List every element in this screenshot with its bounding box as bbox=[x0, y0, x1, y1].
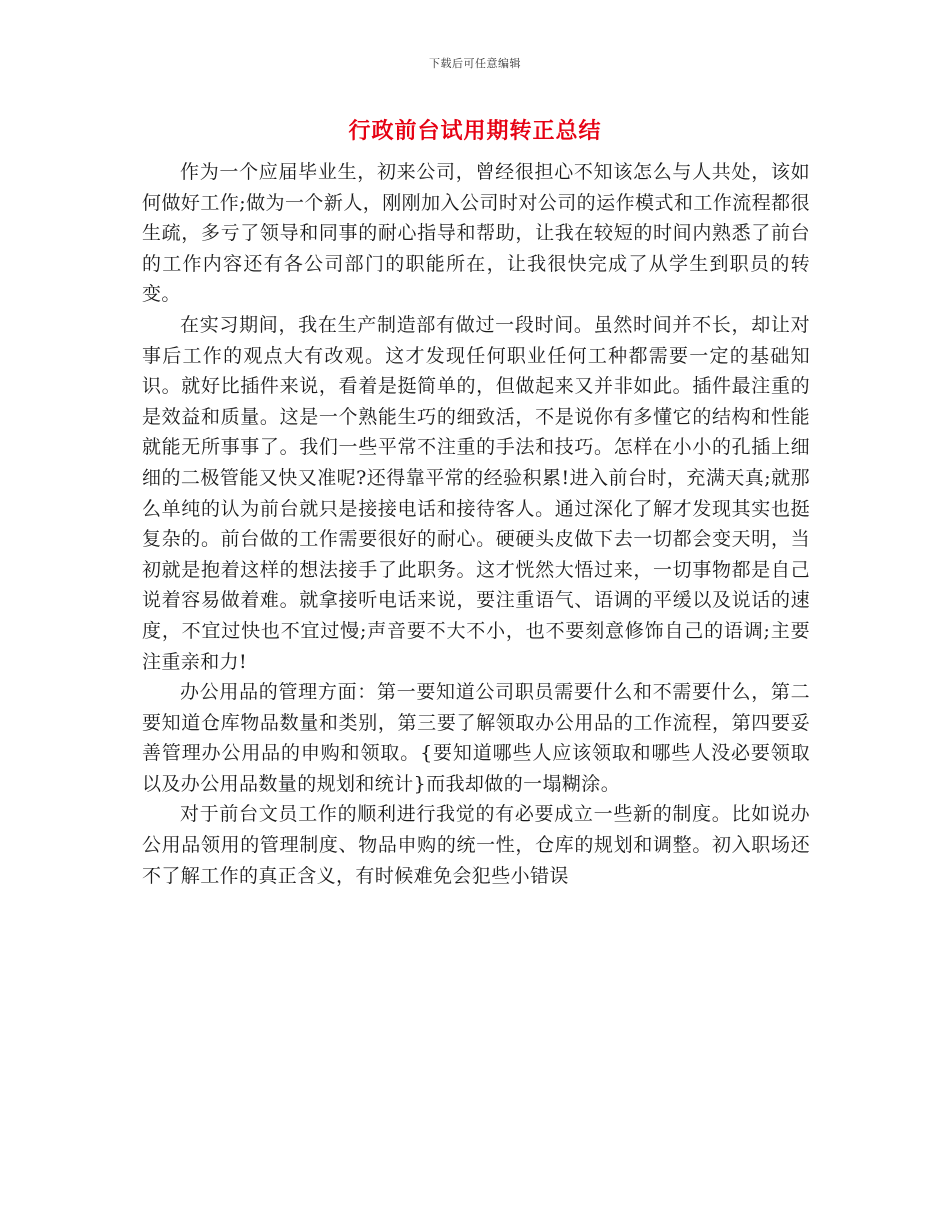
document-body bbox=[142, 157, 810, 891]
header-note: 下载后可任意编辑 bbox=[429, 57, 521, 70]
document-title: 行政前台试用期转正总结 bbox=[348, 118, 602, 144]
paragraph-3: 办公用品的管理方面：第一要知道公司职员需要什么和不需要什么，第二要知道仓库物品数量和类别，第三要了解领取办公用品的工作流程，第四要妥善管理办公用品的申购和领取。{要知道哪些人应该领取和哪些人没必要领取以及办公用品数量的规划和统计}而我却做的一塌糊涂。 bbox=[142, 681, 810, 795]
paragraph-1: 作为一个应届毕业生，初来公司，曾经很担心不知该怎么与人共处，该如何做好工作;做为一个新人，刚刚加入公司时对公司的运作模式和工作流程都很生疏，多亏了领导和同事的耐心指导和帮助，让我在较短的时间内熟悉了前台的工作内容还有各公司部门的职能所在，让我很快完成了从学生到职员的转变。 bbox=[142, 161, 810, 306]
paragraph-4: 对于前台文员工作的顺利进行我觉的有必要成立一些新的制度。比如说办公用品领用的管理制度、物品申购的统一性，仓库的规划和调整。初入职场还不了解工作的真正含义，有时候难免会犯些小错误 bbox=[142, 803, 810, 887]
paragraph-2: 在实习期间，我在生产制造部有做过一段时间。虽然时间并不长，却让对事后工作的观点大有改观。这才发现任何职业任何工种都需要一定的基础知识。就好比插件来说，看着是挺简单的，但做起来又并非如此。插件最注重的是效益和质量。这是一个熟能生巧的细致活，不是说你有多懂它的结构和性能就能无所事事了。我们一些平常不注重的手法和技巧。怎样在小小的孔插上细细的二极管能又快又准呢?还得靠平常的经验积累!进入前台时，充满天真;就那么单纯的认为前台就只是接接电话和接待客人。通过深化了解才发现其实也挺复杂的。前台做的工作需要很好的耐心。硬硬头皮做下去一切都会变天明，当初就是抱着这样的想法接手了此职务。这才恍然大悟过来，一切事物都是自己说着容易做着难。就拿接听电话来说，要注重语气、语调的平缓以及说话的速度，不宜过快也不宜过慢;声音要不大不小，也不要刻意修饰自己的语调;主要注重亲和力! bbox=[142, 313, 810, 673]
